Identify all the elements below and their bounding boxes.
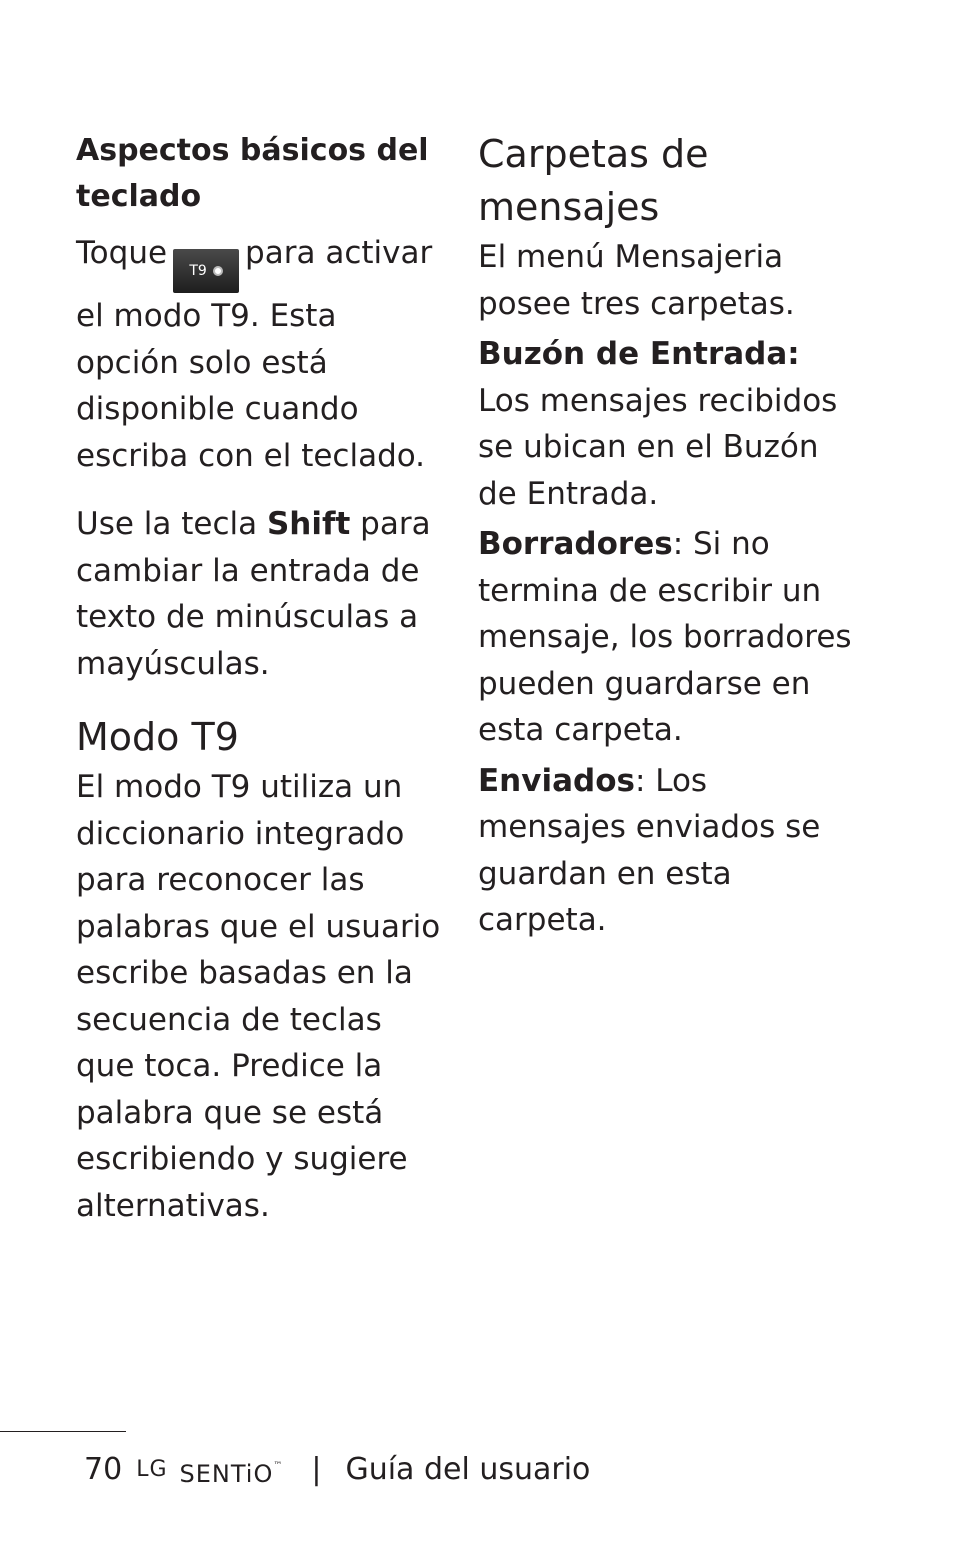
right-column [478, 128, 858, 948]
p2-after: para cambiar la entrada de texto de minúsculas a mayúsculas. [76, 506, 431, 682]
p2-before: Use la tecla [76, 506, 258, 543]
left-column [76, 128, 448, 1229]
heading-message-folders: Carpetas de mensajes [478, 132, 709, 229]
inbox-label: Buzón de Entrada: [478, 336, 800, 372]
t9-dot-icon [213, 266, 223, 276]
footer-separator: | [311, 1452, 322, 1487]
page-number: 70 [84, 1452, 123, 1487]
t9-activation-paragraph [76, 230, 448, 479]
inbox-text: Los mensajes recibidos se ubican en el Buzón de Entrada. [478, 382, 838, 512]
brand-logo: LG [136, 1457, 168, 1482]
guide-title: Guía del usuario [345, 1452, 591, 1487]
footer-rule [0, 1431, 126, 1432]
sent-paragraph [478, 758, 858, 944]
drafts-paragraph [478, 521, 858, 754]
drafts-text: : Si no termina de escribir un mensaje, los borradores pueden guardarse en esta carpeta. [478, 526, 852, 748]
inbox-paragraph [478, 331, 858, 517]
t9-key-label: T9 [189, 263, 207, 279]
sent-text: : Los mensajes enviados se guardan en esta carpeta. [478, 762, 821, 938]
trademark-symbol: ™ [273, 1461, 284, 1471]
t9-key-icon [173, 249, 239, 293]
page-footer [84, 1444, 590, 1496]
model-name [180, 1444, 284, 1496]
t9-mode-paragraph: El modo T9 utiliza un diccionario integrado para reconocer las palabras que el usuario escribe basadas en la secuencia de teclas que toca. Predice la palabra que se está escribiendo y sugiere alternativas. [76, 769, 441, 1224]
drafts-label: Borradores [478, 526, 673, 562]
folders-intro: El menú Mensajeria posee tres carpetas. [478, 239, 795, 322]
subheading-keyboard-basics: Aspectos básicos del teclado [76, 133, 429, 214]
model-text: SENTiO [179, 1460, 274, 1488]
heading-t9-mode: Modo T9 [76, 715, 239, 760]
p1-after: para activar el modo T9. Esta opción solo está disponible cuando escriba con el teclado. [76, 235, 433, 474]
shift-paragraph [76, 501, 448, 687]
shift-key-label: Shift [266, 506, 351, 543]
sent-label: Enviados [478, 762, 635, 799]
p1-before: Toque [76, 235, 168, 271]
